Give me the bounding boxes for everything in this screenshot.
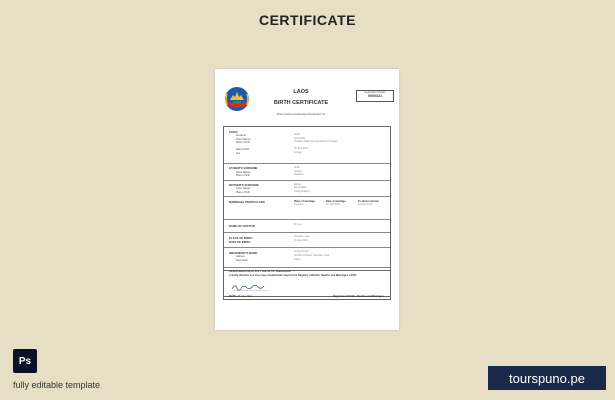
field-value: Elena Maria [294, 187, 307, 189]
date-value: 20 July 2021 [237, 295, 253, 298]
marriage-label: MARRIAGE PARTICULARS [229, 200, 265, 204]
marriage-col-date: Date of marriage [326, 200, 346, 203]
marriage-place-value: Vientiane [294, 204, 304, 206]
field-label: Given Names [236, 187, 251, 190]
laos-emblem-icon [224, 86, 250, 112]
father-label: FATHER'S SURNAME [229, 166, 258, 170]
certify-text: I certify that this is a true copy of particulars kept in the Registry of Births, Deaths and Marriages LAOS. [229, 274, 357, 277]
registration-number: 0000321 [368, 94, 382, 98]
registration-label: Registration Number [364, 92, 386, 94]
field-label: Address [236, 255, 245, 258]
field-value: Garcia [294, 183, 301, 186]
brand-link[interactable]: tourspuno.pe [488, 366, 606, 390]
birth-place-section [224, 233, 390, 248]
field-value: Smith [294, 166, 300, 169]
field-value: Jane Marie [294, 137, 306, 140]
place-of-birth-value: Vientiane, Laos [294, 235, 310, 238]
field-value: Vientiane [294, 174, 304, 176]
informant-label: INFORMANT'S NAME [229, 250, 258, 255]
field-label: Place of birth [236, 190, 250, 194]
field-label: Place of birth [236, 141, 250, 144]
signature-icon [231, 282, 281, 292]
field-value: Female [294, 152, 302, 154]
field-label: Description [236, 258, 248, 262]
certificate-subtitle: Births, Deaths and Marriages Registration Act [276, 113, 326, 116]
field-value: Vientiane Maternity and Newborn Hospital [294, 141, 337, 143]
country-title: LAOS [293, 89, 309, 95]
field-value: Number 12 Street, Vientiane, Laos [294, 254, 330, 257]
registration-box [356, 90, 394, 102]
date-of-birth-label: DATE OF BIRTH [229, 239, 251, 244]
marriage-col-place: Place of marriage [294, 200, 315, 203]
doctor-label: NAME OF DOCTOR [229, 223, 255, 228]
field-value: Andrew Smith [294, 250, 309, 253]
editable-template-note: fully editable template [13, 380, 101, 390]
field-label: Sex [236, 152, 241, 155]
doctor-section [224, 220, 390, 233]
registered-line: REGISTERED ON 20 JULY 2021 BY A. ANDERSON [229, 270, 291, 273]
child-section [224, 127, 390, 164]
certificate-document [215, 69, 399, 330]
certification-box [223, 270, 391, 300]
field-label: Given Names [236, 170, 251, 174]
signer-title: Registrar of Births, Deaths and Marriages [332, 295, 384, 298]
marriage-section [224, 197, 390, 220]
place-of-birth-label: PLACE OF BIRTH [229, 235, 253, 240]
field-label: Surname [236, 134, 246, 137]
child-label: CHILD [229, 130, 238, 134]
marriage-col-spouse: To whom married [358, 200, 379, 203]
field-value: Andrew [294, 170, 302, 173]
field-label: Given Names [236, 137, 251, 141]
field-label: Date of birth [236, 148, 250, 151]
date-label: DATE [229, 295, 236, 298]
page-title: CERTIFICATE [258, 12, 356, 28]
father-section [224, 164, 390, 181]
marriage-spouse-value: Andrew Smith [358, 204, 373, 206]
field-value: Luang Prabang [294, 190, 310, 193]
field-label: Place of birth [236, 174, 250, 177]
photoshop-icon: Ps [13, 349, 37, 373]
field-value: Smith [294, 134, 300, 136]
field-value: 20 June 2021 [294, 148, 308, 150]
certificate-title: BIRTH CERTIFICATE [273, 100, 329, 106]
informant-section [224, 248, 390, 268]
doctor-value: Dr. Lee [294, 223, 302, 226]
field-value: Father [294, 258, 301, 261]
marriage-date-value: 12 June 2015 [326, 204, 340, 206]
issue-date [229, 295, 252, 298]
mother-section [224, 181, 390, 197]
mother-label: MOTHER'S SURNAME [229, 183, 259, 187]
date-of-birth-value: 20 June 2021 [294, 239, 308, 242]
